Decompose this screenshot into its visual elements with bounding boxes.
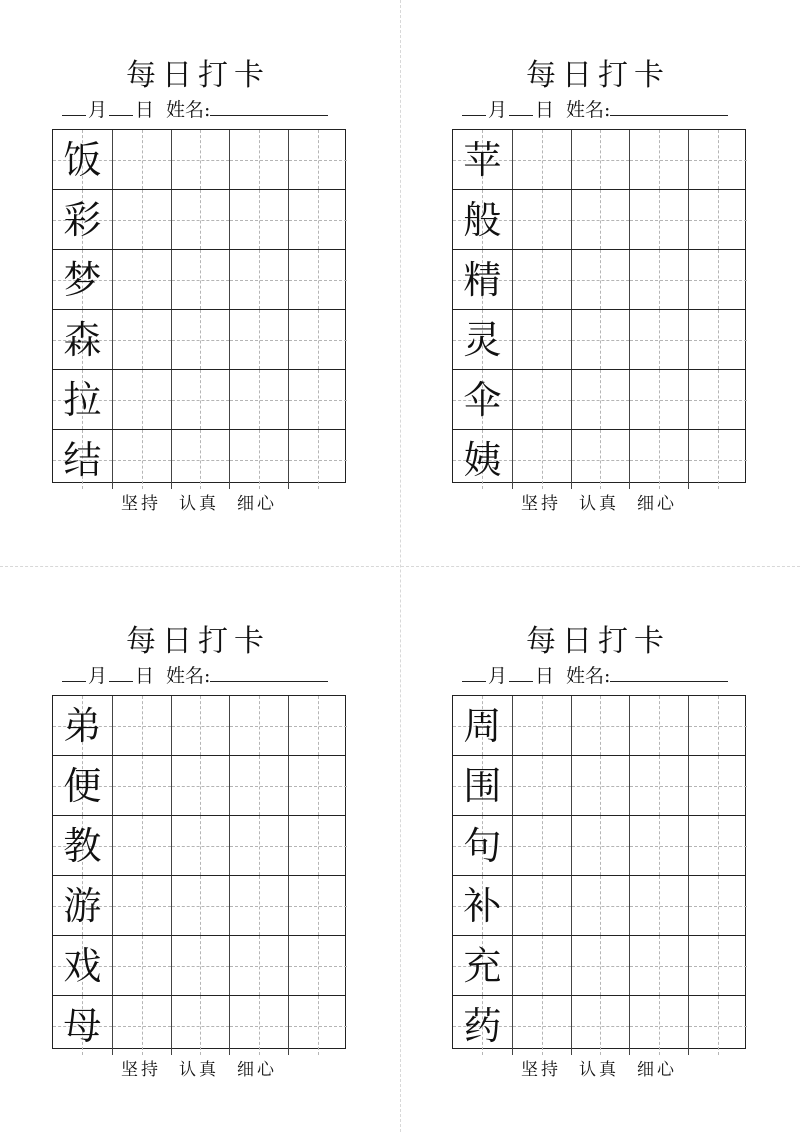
practice-cell[interactable]	[629, 250, 688, 309]
practice-cell[interactable]	[112, 696, 171, 755]
practice-cell[interactable]	[571, 130, 630, 189]
practice-row	[53, 249, 345, 309]
day-label: 日	[135, 665, 155, 687]
practice-cell[interactable]	[629, 430, 688, 489]
month-label: 月	[88, 665, 108, 687]
practice-cell[interactable]	[288, 996, 347, 1055]
card-title: 每日打卡	[126, 58, 270, 93]
practice-row	[453, 875, 745, 935]
model-character-cell	[53, 310, 112, 369]
practice-cell[interactable]	[171, 876, 230, 935]
practice-cell[interactable]	[512, 430, 571, 489]
model-character-cell	[53, 996, 112, 1055]
model-character-cell	[53, 130, 112, 189]
model-character-cell	[53, 756, 112, 815]
practice-cell[interactable]	[688, 936, 747, 995]
practice-cell[interactable]	[571, 996, 630, 1055]
month-blank[interactable]	[462, 96, 486, 116]
month-blank[interactable]	[62, 96, 86, 116]
practice-cell[interactable]	[288, 370, 347, 429]
practice-cell[interactable]	[512, 756, 571, 815]
motto-word: 坚持	[521, 1060, 561, 1080]
practice-row	[453, 249, 745, 309]
model-character-cell	[453, 876, 512, 935]
motto-line	[52, 1058, 346, 1082]
practice-cell[interactable]	[229, 816, 288, 875]
practice-cell[interactable]	[288, 936, 347, 995]
model-character-cell	[453, 996, 512, 1055]
model-character: 游	[63, 883, 102, 928]
name-label: 姓名:	[566, 99, 611, 121]
practice-cell[interactable]	[229, 190, 288, 249]
motto-word: 细心	[637, 494, 677, 514]
practice-cell[interactable]	[571, 190, 630, 249]
practice-cell[interactable]	[688, 250, 747, 309]
day-label: 日	[535, 665, 555, 687]
model-character: 结	[63, 437, 102, 482]
practice-cell[interactable]	[571, 876, 630, 935]
practice-cell[interactable]	[112, 816, 171, 875]
motto-word: 细心	[237, 494, 277, 514]
practice-cell[interactable]	[512, 876, 571, 935]
practice-cell[interactable]	[288, 250, 347, 309]
practice-cell[interactable]	[571, 696, 630, 755]
day-blank[interactable]	[109, 96, 133, 116]
model-character-cell	[453, 250, 512, 309]
practice-row	[453, 429, 745, 489]
practice-cell[interactable]	[229, 310, 288, 369]
model-character: 彩	[63, 197, 102, 242]
practice-cell[interactable]	[688, 430, 747, 489]
practice-row	[53, 309, 345, 369]
motto-word: 细心	[237, 1060, 277, 1080]
model-character: 便	[63, 763, 102, 808]
model-character: 饭	[63, 137, 102, 182]
practice-cell[interactable]	[229, 130, 288, 189]
practice-cell[interactable]	[512, 370, 571, 429]
model-character: 补	[463, 883, 502, 928]
practice-cell[interactable]	[629, 756, 688, 815]
practice-cell[interactable]	[629, 936, 688, 995]
practice-row	[453, 130, 745, 189]
motto-word: 认真	[579, 1060, 619, 1080]
model-character: 周	[463, 703, 502, 748]
model-character: 梦	[63, 257, 102, 302]
practice-row	[53, 189, 345, 249]
practice-cell[interactable]	[229, 430, 288, 489]
model-character-cell	[453, 310, 512, 369]
name-blank[interactable]	[610, 96, 728, 116]
practice-grid	[452, 695, 746, 1049]
practice-cell[interactable]	[112, 370, 171, 429]
motto-word: 细心	[637, 1060, 677, 1080]
practice-cell[interactable]	[688, 130, 747, 189]
motto-line	[452, 1058, 746, 1082]
practice-row	[53, 696, 345, 755]
practice-cell[interactable]	[112, 130, 171, 189]
practice-cell[interactable]	[571, 936, 630, 995]
name-blank[interactable]	[210, 662, 328, 682]
card-title: 每日打卡	[526, 624, 670, 659]
practice-cell[interactable]	[288, 876, 347, 935]
name-label: 姓名:	[166, 99, 211, 121]
month-label: 月	[488, 99, 508, 121]
model-character: 药	[463, 1003, 502, 1048]
name-blank[interactable]	[210, 96, 328, 116]
card-title: 每日打卡	[526, 58, 670, 93]
practice-cell[interactable]	[512, 816, 571, 875]
practice-cell[interactable]	[688, 876, 747, 935]
practice-cell[interactable]	[629, 190, 688, 249]
model-character: 母	[63, 1003, 102, 1048]
name-blank[interactable]	[610, 662, 728, 682]
month-label: 月	[488, 665, 508, 687]
practice-cell[interactable]	[512, 130, 571, 189]
practice-cell[interactable]	[171, 130, 230, 189]
practice-cell[interactable]	[688, 696, 747, 755]
practice-cell[interactable]	[112, 756, 171, 815]
practice-cell[interactable]	[171, 816, 230, 875]
day-blank[interactable]	[509, 662, 533, 682]
practice-row	[53, 995, 345, 1055]
practice-cell[interactable]	[229, 696, 288, 755]
practice-cell[interactable]	[688, 816, 747, 875]
checkin-card-bottom-left	[52, 620, 352, 1140]
practice-cell[interactable]	[229, 876, 288, 935]
practice-cell[interactable]	[629, 696, 688, 755]
card-title: 每日打卡	[126, 624, 270, 659]
practice-cell[interactable]	[171, 756, 230, 815]
practice-cell[interactable]	[112, 996, 171, 1055]
model-character-cell	[53, 816, 112, 875]
practice-cell[interactable]	[229, 250, 288, 309]
practice-cell[interactable]	[288, 756, 347, 815]
practice-row	[53, 369, 345, 429]
practice-row	[53, 429, 345, 489]
model-character: 句	[463, 823, 502, 868]
model-character-cell	[53, 370, 112, 429]
model-character: 精	[463, 257, 502, 302]
practice-cell[interactable]	[571, 250, 630, 309]
model-character-cell	[453, 430, 512, 489]
date-name-line	[462, 662, 752, 688]
practice-cell[interactable]	[112, 250, 171, 309]
practice-cell[interactable]	[112, 310, 171, 369]
practice-cell[interactable]	[171, 696, 230, 755]
model-character: 弟	[63, 703, 102, 748]
month-blank[interactable]	[62, 662, 86, 682]
day-label: 日	[535, 99, 555, 121]
model-character: 拉	[63, 377, 102, 422]
practice-cell[interactable]	[688, 310, 747, 369]
practice-row	[453, 189, 745, 249]
model-character-cell	[53, 696, 112, 755]
date-name-line	[62, 662, 352, 688]
checkin-card-top-left	[52, 54, 352, 574]
practice-cell[interactable]	[688, 370, 747, 429]
practice-cell[interactable]	[171, 190, 230, 249]
practice-row	[453, 755, 745, 815]
practice-cell[interactable]	[288, 310, 347, 369]
model-character: 伞	[463, 377, 502, 422]
practice-row	[453, 369, 745, 429]
model-character: 姨	[463, 437, 502, 482]
day-blank[interactable]	[109, 662, 133, 682]
practice-cell[interactable]	[112, 430, 171, 489]
model-character-cell	[453, 816, 512, 875]
practice-cell[interactable]	[288, 130, 347, 189]
practice-cell[interactable]	[629, 130, 688, 189]
model-character-cell	[53, 876, 112, 935]
model-character-cell	[53, 250, 112, 309]
motto-line	[52, 492, 346, 516]
practice-row	[53, 130, 345, 189]
model-character: 充	[463, 943, 502, 988]
model-character-cell	[53, 936, 112, 995]
practice-cell[interactable]	[571, 756, 630, 815]
month-label: 月	[88, 99, 108, 121]
practice-cell[interactable]	[512, 190, 571, 249]
practice-cell[interactable]	[512, 310, 571, 369]
practice-cell[interactable]	[112, 936, 171, 995]
practice-cell[interactable]	[629, 996, 688, 1055]
model-character-cell	[453, 130, 512, 189]
practice-grid	[52, 695, 346, 1049]
practice-cell[interactable]	[512, 250, 571, 309]
practice-row	[453, 935, 745, 995]
practice-cell[interactable]	[629, 876, 688, 935]
model-character: 森	[63, 317, 102, 362]
model-character-cell	[53, 190, 112, 249]
checkin-card-bottom-right	[452, 620, 752, 1140]
motto-word: 认真	[179, 494, 219, 514]
practice-cell[interactable]	[288, 816, 347, 875]
practice-cell[interactable]	[688, 190, 747, 249]
practice-cell[interactable]	[112, 876, 171, 935]
practice-cell[interactable]	[688, 996, 747, 1055]
month-blank[interactable]	[462, 662, 486, 682]
date-name-line	[62, 96, 352, 122]
practice-cell[interactable]	[171, 996, 230, 1055]
motto-word: 坚持	[521, 494, 561, 514]
practice-row	[53, 755, 345, 815]
practice-row	[453, 309, 745, 369]
practice-row	[53, 815, 345, 875]
practice-cell[interactable]	[512, 996, 571, 1055]
practice-row	[453, 815, 745, 875]
practice-row	[453, 995, 745, 1055]
day-blank[interactable]	[509, 96, 533, 116]
practice-cell[interactable]	[629, 816, 688, 875]
practice-cell[interactable]	[571, 816, 630, 875]
motto-line	[452, 492, 746, 516]
practice-grid	[452, 129, 746, 483]
practice-cell[interactable]	[229, 370, 288, 429]
practice-cell[interactable]	[229, 936, 288, 995]
motto-word: 认真	[579, 494, 619, 514]
motto-word: 坚持	[121, 1060, 161, 1080]
model-character: 般	[463, 197, 502, 242]
motto-word: 认真	[179, 1060, 219, 1080]
practice-cell[interactable]	[171, 936, 230, 995]
practice-cell[interactable]	[571, 370, 630, 429]
model-character: 围	[463, 763, 502, 808]
practice-cell[interactable]	[288, 696, 347, 755]
practice-cell[interactable]	[629, 310, 688, 369]
model-character-cell	[53, 430, 112, 489]
date-name-line	[462, 96, 752, 122]
motto-word: 坚持	[121, 494, 161, 514]
model-character: 戏	[63, 943, 102, 988]
name-label: 姓名:	[166, 665, 211, 687]
practice-row	[53, 875, 345, 935]
model-character-cell	[453, 936, 512, 995]
practice-row	[53, 935, 345, 995]
practice-cell[interactable]	[688, 756, 747, 815]
practice-cell[interactable]	[171, 430, 230, 489]
day-label: 日	[135, 99, 155, 121]
practice-cell[interactable]	[571, 310, 630, 369]
model-character-cell	[453, 696, 512, 755]
model-character: 苹	[463, 137, 502, 182]
model-character-cell	[453, 370, 512, 429]
practice-cell[interactable]	[112, 190, 171, 249]
practice-cell[interactable]	[512, 936, 571, 995]
practice-grid	[52, 129, 346, 483]
practice-cell[interactable]	[229, 996, 288, 1055]
model-character-cell	[453, 190, 512, 249]
checkin-card-top-right	[452, 54, 752, 574]
model-character: 灵	[463, 317, 502, 362]
practice-row	[453, 696, 745, 755]
practice-cell[interactable]	[512, 696, 571, 755]
practice-cell[interactable]	[229, 756, 288, 815]
practice-cell[interactable]	[171, 310, 230, 369]
practice-cell[interactable]	[171, 250, 230, 309]
practice-cell[interactable]	[288, 190, 347, 249]
practice-cell[interactable]	[171, 370, 230, 429]
name-label: 姓名:	[566, 665, 611, 687]
practice-cell[interactable]	[288, 430, 347, 489]
model-character: 教	[63, 823, 102, 868]
practice-cell[interactable]	[571, 430, 630, 489]
model-character-cell	[453, 756, 512, 815]
practice-cell[interactable]	[629, 370, 688, 429]
